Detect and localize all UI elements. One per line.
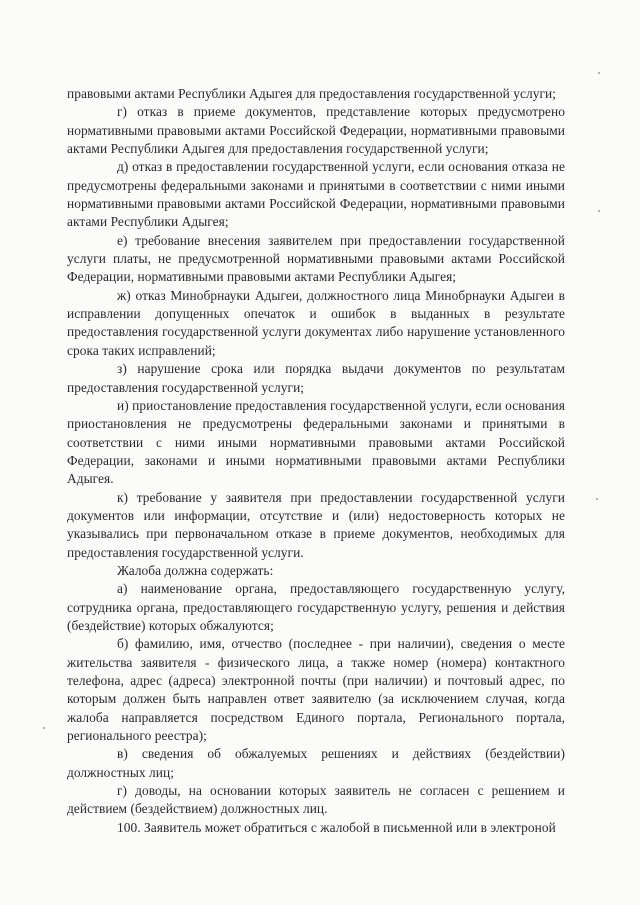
document-body — [67, 85, 565, 837]
paragraph-continuation: правовыми актами Республики Адыгея для предоставления государственной услуги; — [67, 86, 557, 101]
complaint-item-v: в) сведения об обжалуемых решениях и действиях (бездействии) должностных лиц; — [67, 746, 565, 780]
scan-speck — [598, 210, 600, 212]
paragraph-item-z: з) нарушение срока или порядка выдачи документов по результатам предоставления государственной услуги; — [67, 361, 565, 395]
scan-speck — [43, 727, 45, 729]
paragraph-item-i: и) приостановление предоставления государственной услуги, если основания приостановления не предусмотрены федеральными законами и принятыми в соответствии с ними иными нормативными правовыми актами Российской Федерации, законами и иными нормативными правовыми актами Республики Адыгея. — [67, 397, 565, 487]
complaint-item-b: б) фамилию, имя, отчество (последнее - при наличии), сведения о месте жительства заявителя - физического лица, а также номер (номера) контактного телефона, адрес (адреса) электронной почты (при наличии) и почтовый адрес, по которым должен быть направлен ответ заявителю (за исключением случая, когда жалоба направляется посредством Единого портала, Регионального портала, регионального реестра); — [67, 636, 565, 744]
scan-speck — [598, 72, 600, 74]
complaint-contents-heading: Жалоба должна содержать: — [117, 562, 274, 578]
complaint-item-a: а) наименование органа, предоставляющего государственную услугу, сотрудника органа, предоставляющего государственную услугу, решения и действия (бездействие) которых обжалуются; — [67, 581, 565, 633]
paragraph-item-d: д) отказ в предоставлении государственной услуги, если основания отказа не предусмотрены федеральными законами и принятыми в соответствии с ними иными нормативными правовыми актами Российской Федерации, нормативными правовыми актами Республики Адыгея; — [67, 159, 565, 230]
paragraph-item-k: к) требование у заявителя при предоставлении государственной услуги документов или информации, отсутствие и (или) недостоверность которых не указывались при первоначальном отказе в приеме документов, необходимых для предоставления государственной услуги. — [67, 489, 565, 560]
scan-speck — [596, 498, 598, 500]
complaint-item-g: г) доводы, на основании которых заявитель не согласен с решением и действием (бездействием) должностных лиц. — [67, 783, 565, 817]
paragraph-item-e: е) требование внесения заявителем при предоставлении государственной услуги платы, не предусмотренной нормативными правовыми актами Российской Федерации, нормативными правовыми актами Республики Адыгея; — [67, 232, 565, 285]
paragraph-item-zh: ж) отказ Минобрнауки Адыгеи, должностного лица Минобрнауки Адыгеи в исправлении допущенных опечаток и ошибок в выданных в результате предоставления государственной услуги документах либо нарушение установленного срока таких исправлений; — [67, 287, 565, 358]
clause-100: 100. Заявитель может обратиться с жалобой в письменной или в электроной — [117, 819, 556, 835]
paragraph-item-g: г) отказ в приеме документов, представление которых предусмотрено нормативными правовыми актами Российской Федерации, нормативными правовыми актами Республики Адыгея для предоставления государственной услуги; — [67, 104, 565, 157]
